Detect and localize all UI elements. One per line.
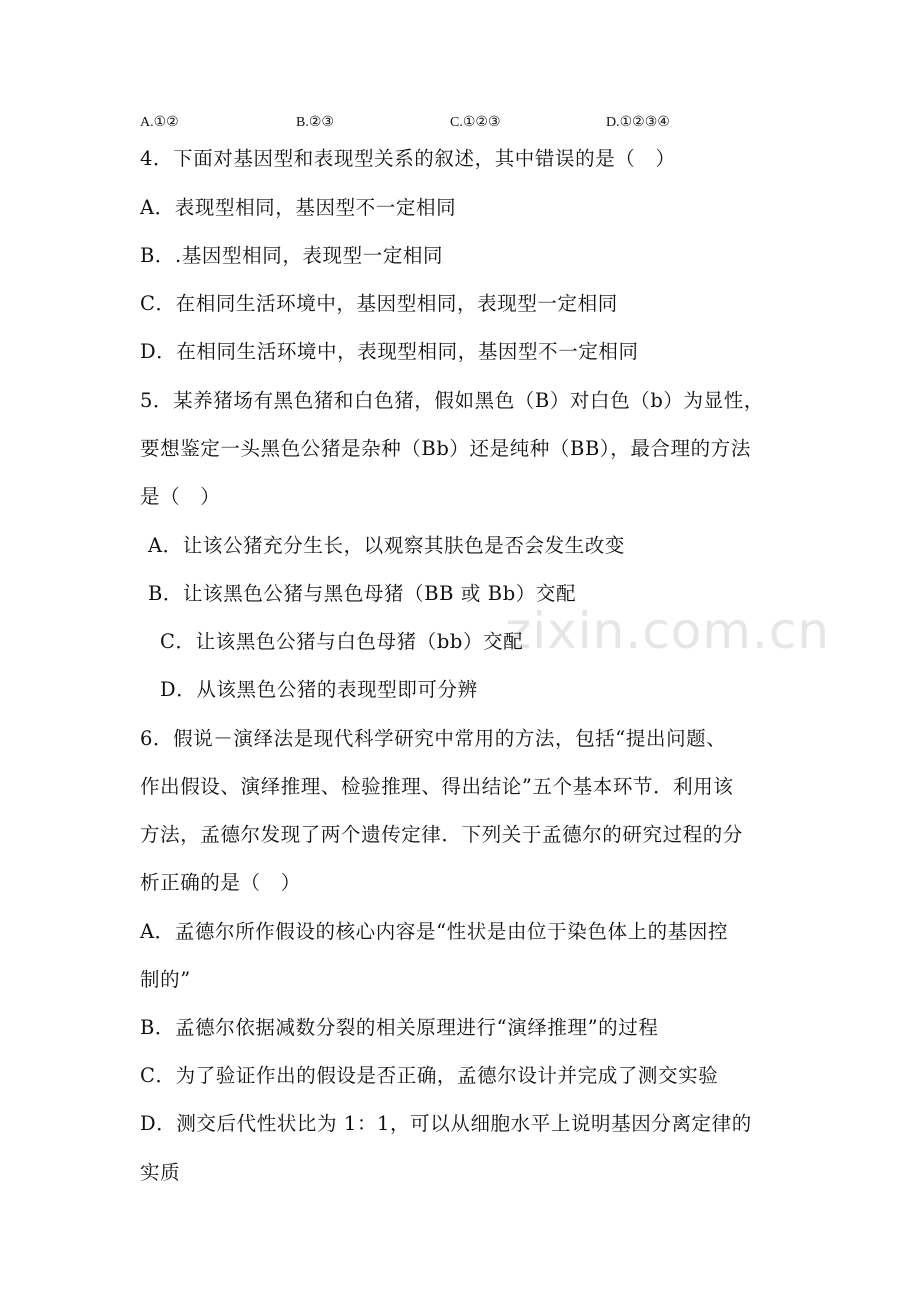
q5-option-d: D．从该黑色公猪的表现型即可分辨 (160, 678, 478, 701)
q6-option-a-line-1: A．孟德尔所作假设的核心内容是“性状是由位于染色体上的基因控 (140, 920, 729, 943)
q6-option-b: B．孟德尔依据减数分裂的相关原理进行“演绎推理”的过程 (140, 1016, 659, 1039)
q4-option-a: A．表现型相同，基因型不一定相同 (140, 196, 457, 219)
q5-option-a: A．让该公猪充分生长，以观察其肤色是否会发生改变 (148, 534, 625, 557)
q6-option-c: C．为了验证作出的假设是否正确，孟德尔设计并完成了测交实验 (140, 1064, 719, 1087)
q5-option-c: C．让该黑色公猪与白色母猪（bb）交配 (160, 630, 524, 653)
q4-option-d: D．在相同生活环境中，表现型相同，基因型不一定相同 (140, 340, 639, 363)
q6-stem-line-3: 方法，孟德尔发现了两个遗传定律．下列关于孟德尔的研究过程的分 (140, 823, 744, 846)
watermark-text: zixin.com.cn (505, 602, 831, 660)
option-b: B.②③ (296, 115, 334, 130)
q5-stem-line-1: 5．某养猪场有黑色猪和白色猪，假如黑色（B）对白色（b）为显性， (140, 389, 764, 412)
q4-stem: 4．下面对基因型和表现型关系的叙述，其中错误的是（ ） (140, 147, 676, 170)
q6-option-d-line-2: 实质 (140, 1161, 181, 1184)
option-a: A.①② (140, 115, 179, 130)
q4-option-b: B．.基因型相同，表现型一定相同 (140, 244, 444, 267)
q4-option-c: C．在相同生活环境中，基因型相同，表现型一定相同 (140, 292, 618, 315)
q5-stem-line-3: 是（ ） (140, 485, 221, 508)
previous-question-options (0, 114, 920, 136)
option-d: D.①②③④ (606, 115, 670, 130)
q5-option-b: B．让该黑色公猪与黑色母猪（BB 或 Bb）交配 (148, 582, 577, 605)
q6-option-d-line-1: D．测交后代性状比为 1：1，可以从细胞水平上说明基因分离定律的 (140, 1112, 752, 1135)
q6-stem-line-1: 6．假说－演绎法是现代科学研究中常用的方法，包括“提出问题、 (140, 727, 727, 750)
q5-stem-line-2: 要想鉴定一头黑色公猪是杂种（Bb）还是纯种（BB），最合理的方法 (140, 437, 751, 460)
q6-option-a-line-2: 制的” (140, 968, 191, 991)
option-c: C.①②③ (450, 115, 501, 130)
q6-stem-line-2: 作出假设、演绎推理、检验推理、得出结论”五个基本环节．利用该 (140, 775, 734, 798)
q6-stem-line-4: 析正确的是（ ） (140, 871, 301, 894)
